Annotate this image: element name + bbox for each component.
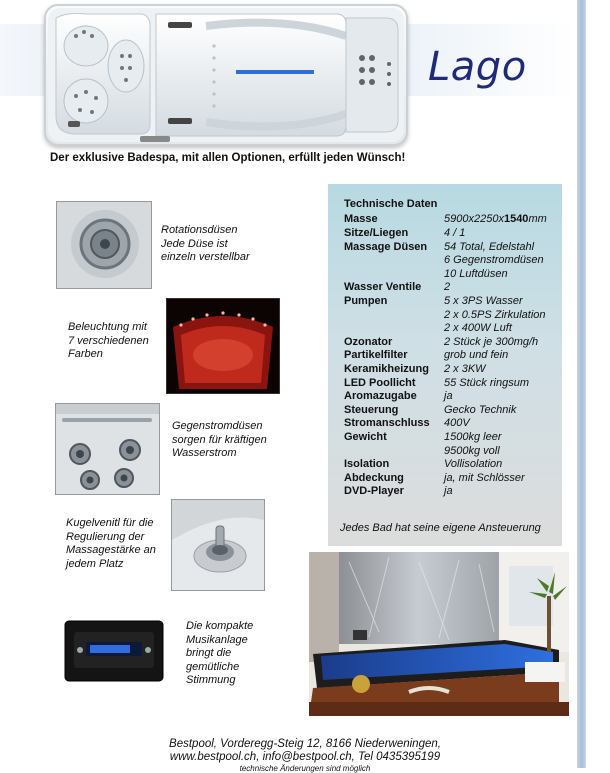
spec-value: Gecko Technik (444, 403, 517, 416)
caption-line: Beleuchtung mit (68, 321, 147, 333)
spec-value: 9500kg voll (444, 444, 500, 457)
caption-line: Regulierung der (66, 530, 145, 543)
feature-caption-rotation-jets (161, 224, 250, 265)
caption-line: Rotationsdüsen (161, 224, 238, 236)
page-edge-stripe (577, 0, 586, 768)
music-system-image (64, 620, 164, 682)
caption-line: Wasserstrom (172, 447, 237, 459)
rotation-jet-image (56, 201, 152, 289)
feature-caption-lighting (68, 321, 149, 362)
tagline: Der exklusive Badespa, mit allen Optionen, erfüllt jeden Wünsch! (50, 152, 406, 164)
spec-label: DVD-Player (344, 485, 404, 498)
pool-top-view-drawing (46, 6, 406, 144)
spec-value: 6 Gegenstromdüsen (444, 254, 544, 267)
spec-label: Partikelfilter (344, 349, 408, 362)
spec-label: Ozonator (344, 335, 393, 348)
spec-label: LED Poollicht (344, 376, 416, 389)
caption-line: Jede Düse ist (161, 237, 228, 250)
brand-title: Lago (428, 44, 527, 90)
caption-line: Musikanlage (186, 633, 248, 646)
caption-line: gemütliche (186, 660, 240, 673)
caption-line: Die kompakte (186, 620, 254, 632)
spec-label: Keramikheizung (344, 363, 429, 375)
spec-value: 1500kg leer (444, 431, 502, 443)
spec-value: grob und fein (444, 349, 509, 362)
installed-pool-photo (309, 552, 569, 716)
spec-label: Pumpen (344, 295, 388, 307)
spec-label: Steuerung (344, 403, 399, 416)
led-lighting-image (166, 298, 280, 394)
ball-valve-image (171, 499, 265, 591)
spec-label: Massage Düsen (344, 240, 428, 253)
caption-line: sorgen für kräftigen (172, 433, 267, 446)
spec-value-part: mm (528, 213, 547, 225)
spec-value: ja (444, 485, 453, 498)
caption-line: Kugelvenitl für die (66, 517, 154, 529)
spec-value: 10 Luftdüsen (444, 267, 508, 280)
spec-label: Aromazugabe (344, 390, 417, 403)
spec-label: Wasser Ventile (344, 281, 422, 294)
caption-line: Massagestärke an (66, 544, 156, 556)
spec-value: 2 (444, 281, 451, 294)
spec-value: 4 / 1 (444, 227, 466, 239)
caption-line: Farben (68, 348, 103, 360)
footer-disclaimer: technische Änderungen sind möglich (239, 764, 371, 773)
feature-caption-counter-current (172, 420, 267, 461)
spec-value: 400V (444, 417, 470, 430)
spec-label: Sitze/Liegen (344, 227, 409, 239)
spec-title: Technische Daten (344, 198, 438, 210)
spec-label: Stromanschluss (344, 417, 430, 430)
spec-value: 54 Total, Edelstahl (444, 240, 535, 253)
spec-value-part: 5900x2250x (444, 213, 504, 225)
spec-value: 2 Stück je 300mg/h (444, 335, 539, 348)
spec-label: Abdeckung (344, 471, 404, 484)
pool-top-view-image (44, 4, 408, 146)
spec-value: ja (444, 390, 453, 403)
spec-value: 2 x 3KW (444, 363, 486, 375)
spec-label: Isolation (344, 458, 390, 471)
caption-line: einzeln verstellbar (161, 251, 250, 263)
spec-footer-note: Jedes Bad hat seine eigene Ansteuerung (340, 522, 541, 534)
spec-value: 55 Stück ringsum (444, 376, 529, 389)
caption-line: bringt die (186, 647, 232, 659)
spec-label: Gewicht (344, 431, 387, 443)
footer-address: Bestpool, Vorderegg-Steig 12, 8166 Niederweningen, (169, 738, 441, 750)
caption-line: Gegenstromdüsen (172, 420, 263, 432)
caption-line: jedem Platz (66, 557, 124, 570)
spec-value: ja, mit Schlösser (444, 471, 525, 484)
spec-value: 2 x 400W Luft (444, 322, 512, 335)
spec-value: Vollisolation (444, 458, 503, 471)
counter-current-jets-image (55, 403, 160, 495)
feature-caption-music-system (186, 620, 253, 688)
spec-label: Masse (344, 213, 378, 225)
caption-line: 7 verschiedenen (68, 334, 149, 347)
spec-value-masse (444, 213, 547, 225)
footer-contact: www.bestpool.ch, info@bestpool.ch, Tel 0435395199 (169, 751, 441, 763)
spec-value: 2 x 0.5PS Zirkulation (444, 308, 546, 321)
spec-value-part-bold: 1540 (503, 213, 529, 225)
feature-caption-ball-valve (66, 517, 156, 571)
caption-line: Stimmung (186, 674, 236, 686)
spec-value: 5 x 3PS Wasser (444, 295, 523, 307)
technical-data-box (328, 184, 562, 546)
